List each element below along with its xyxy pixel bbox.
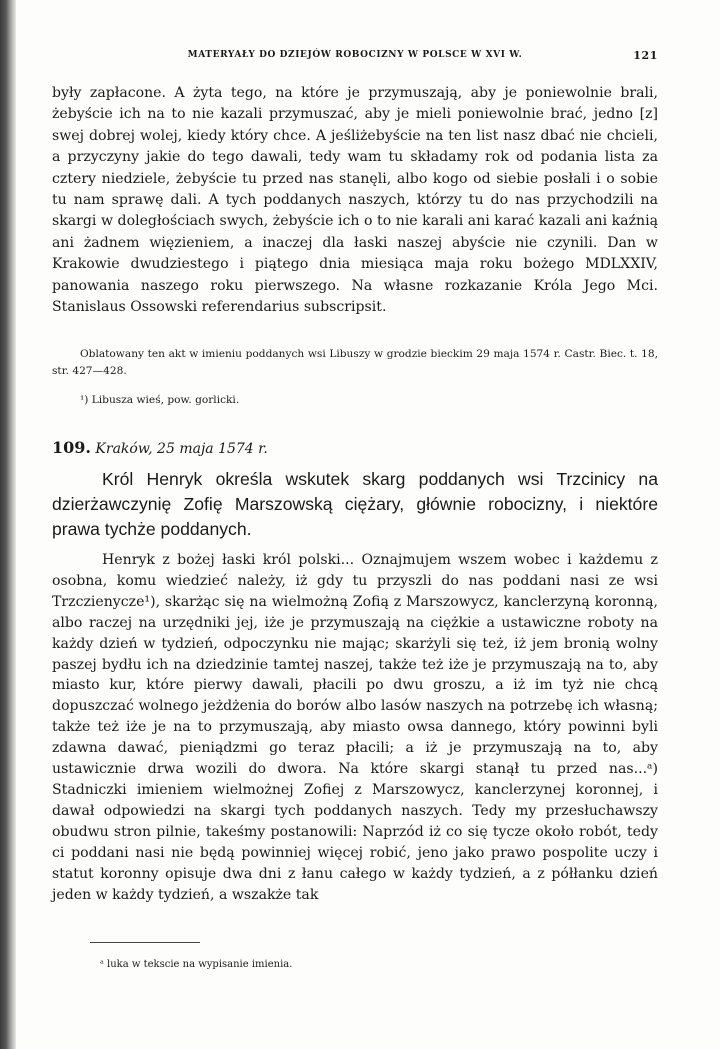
continued-paragraph: były zapłacone. A żyta tego, na które je przymuszają, aby je poniewolnie brali, żebyście ich na to nie kazali przymuszać, aby je mieli poniewolnie brać, jedno [z] swej dobrej wolej, kiedy który chce. A jeśliżebyście na ten list nasz dbać nie chcieli, a przyczyny jakie do tego dawali, tedy wam tu składamy rok od podania lista za cztery niedziele, żebyście tu przed nas stanęli, albo kogo od siebie posłali i o sobie tu nam sprawę dali. A tych poddanych naszych, którzy tu do nas przychodzili na skargi w doległościach swych, żebyście ich o to nie karali ani karać kazali ani kaźnią ani żadnem więzieniem, a inaczej dla łaski naszej abyście nie czynili. Dan w Krakowie dwudziestego i piątego dnia miesiąca maja roku bożego MDLXXIV, panowania naszego roku pierwszego. Na własne rozkazanie Króla Jego Mci. Stanislaus Ossowski referendarius subscripsit. xyxy=(52,85,658,316)
footnote-1: ¹) Libusza wieś, pow. gorlicki. xyxy=(80,394,240,406)
running-title: MATERYAŁY DO DZIEJÓW ROBOCIZNY W POLSCE W XVI W. xyxy=(187,50,523,60)
scan-binding-edge xyxy=(0,0,16,1049)
footnote-rule xyxy=(90,942,200,943)
document-summary: Król Henryk określa wskutek skarg poddanych wsi Trzcinicy na dzierżawczynię Zofię Marszowską ciężary, głównie robocizny, i niektóre prawa tychże poddanych. xyxy=(52,469,658,539)
document-number: 109. xyxy=(52,438,91,457)
footnote-a: ᵃ luka w tekscie na wypisanie imienia. xyxy=(100,959,293,970)
running-header xyxy=(52,50,658,60)
page-number: 121 xyxy=(633,49,658,62)
document-place-date: Kraków, 25 maja 1574 r. xyxy=(95,441,268,457)
oblata-note: Oblatowany ten akt w imieniu poddanych wsi Libuszy w grodzie bieckim 29 maja 1574 r. Castr. Biec. t. 18, str. 427—428. xyxy=(52,348,658,377)
document-heading xyxy=(52,438,658,457)
document-body: Henryk z bożej łaski król polski... Oznajmujem wszem wobec i każdemu z osobna, komu wiedzieć należy, iż gdy tu przyszli do nas poddani nasi ze wsi Trzczienycze¹), skarżąc się na wielmożną Zofią z Marszowycz, kanclerzyną koronną, albo raczej na urzędniki jej, iże je przymuszają na ciężkie a ustawiczne roboty na każdy dzień w tydzień, odpoczynku nie mając; skarżyli się też, iż jem bronią wolny paszej bydłu ich na dziedzinie tamtej naszej, także też iże je przymuszają na to, aby miasto kur, które pierwy dawali, płacili po dwu groszu, a iż im tyż nie chcą dopuszczać wolnego jeżdżenia do borów albo lasów naszych na potrzebę ich własną; także też iże je na to przymuszają, aby miasto owsa dannego, który powinni byli zdawna dawać, pieniądzmi go teraz płacili; a iż je przymuszają na to, aby ustawicznie drwa wozili do dwora. Na które skargi stanął tu przed nas...ᵃ) Stadniczki imieniem wielmożnej Zofiej z Marszowycz, kanclerzynej koronnej, i dawał odpowiedzi na skargi tych poddanych naszych. Tedy my przesłuchawszy obudwu stron pilnie, takeśmy postanowili: Naprzód iż co się tycze około robót, tedy ci poddani nasi nie będą powinniej więcej robić, jeno jako prawo pospolite uczy i statut koronny opisuje dwa dni z łanu całego w każdy tydzień, a z półłanku dzień jeden w każdy tydzień, a wszakże tak xyxy=(52,552,658,903)
